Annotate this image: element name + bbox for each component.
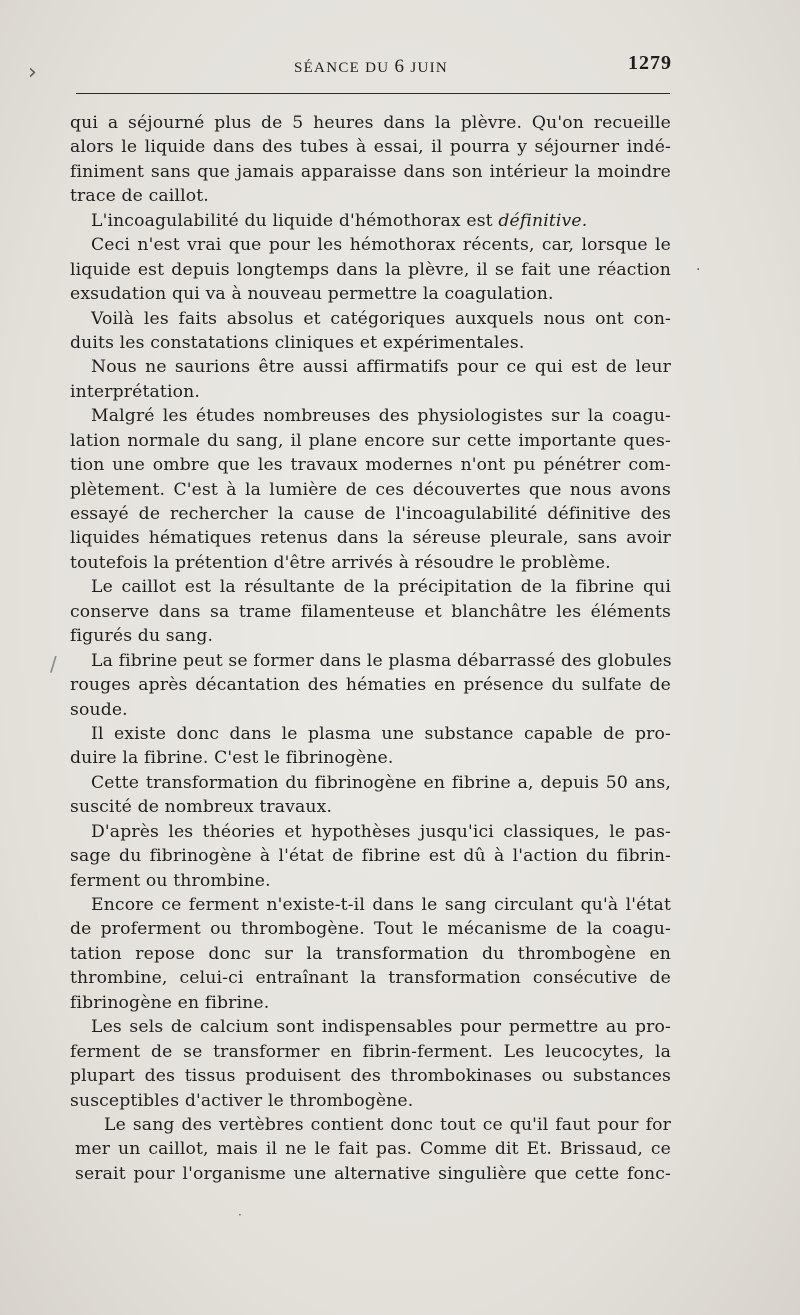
text-line-roman: L'incoagulabilité du liquide d'hémothorax est — [91, 210, 499, 231]
page-number: 1279 — [628, 52, 672, 74]
text-line: tation repose donc sur la transformation du thrombogène en — [70, 943, 671, 964]
text-line: Cette transformation du fibrinogène en fibrine a, depuis 50 ans, — [91, 772, 671, 793]
text-line: Le sang des vertèbres contient donc tout ce qu'il faut pour for — [104, 1114, 671, 1135]
margin-mark: › — [28, 60, 37, 85]
running-title — [70, 56, 672, 78]
margin-dot: · — [696, 262, 701, 278]
text-line: toutefois la prétention d'être arrivés à résoudre le problème. — [70, 552, 611, 573]
text-line: Encore ce ferment n'existe-t-il dans le sang circulant qu'à l'état — [91, 895, 671, 915]
text-line: essayé de rechercher la cause de l'incoagulabilité définitive des — [70, 504, 671, 524]
margin-pencil-mark: / — [50, 652, 57, 676]
text-line: qui a séjourné plus de 5 heures dans la plèvre. Qu'on recueille — [70, 113, 671, 133]
text-line-italic: définitive. — [498, 210, 588, 231]
text-line: sage du fibrinogène à l'état de fibrine est dû à l'action du fibrin- — [70, 846, 671, 867]
text-line: rouges après décantation des hématies en présence du sulfate de — [70, 675, 671, 696]
text-line: Nous ne saurions être aussi affirmatifs pour ce qui est de leur — [91, 357, 671, 378]
text-line: ferment de se transformer en fibrin-ferment. Les leucocytes, la — [70, 1041, 671, 1062]
text-line: duits les constatations cliniques et expérimentales. — [70, 332, 525, 353]
running-head — [70, 52, 672, 78]
text-line: D'après les théories et hypothèses jusqu'ici classiques, le pas- — [91, 821, 671, 842]
text-line: plupart des tissus produisent des thrombokinases ou substances — [70, 1066, 671, 1087]
text-line: tion une ombre que les travaux modernes n'ont pu pénétrer com- — [70, 455, 671, 476]
text-line: duire la fibrine. C'est le fibrinogène. — [70, 748, 394, 769]
text-line: thrombine, celui-ci entraînant la transformation consécutive de — [70, 968, 671, 989]
text-line: interprétation. — [70, 381, 200, 402]
text-line: Il existe donc dans le plasma une substance capable de pro- — [91, 723, 671, 744]
text-line: plètement. C'est à la lumière de ces découvertes que nous avons — [70, 479, 671, 500]
text-line: conserve dans sa trame filamenteuse et blanchâtre les éléments — [70, 601, 671, 622]
running-title-day: 6 — [394, 56, 406, 77]
text-line: ferment ou thrombine. — [70, 870, 271, 891]
text-line: alors le liquide dans des tubes à essai, il pourra y séjourner indé- — [70, 137, 671, 158]
text-line: Les sels de calcium sont indispensables pour permettre au pro- — [91, 1017, 671, 1038]
text-line: Le caillot est la résultante de la précipitation de la fibrine qui — [91, 577, 671, 598]
text-line: lation normale du sang, il plane encore sur cette importante ques- — [70, 430, 671, 451]
text-line: Malgré les études nombreuses des physiologistes sur la coagu- — [91, 406, 671, 427]
text-line: La fibrine peut se former dans le plasma débarrassé des globules — [91, 650, 672, 671]
text-line: finiment sans que jamais apparaisse dans son intérieur la moindre — [70, 161, 671, 182]
header-rule — [76, 93, 670, 94]
text-line: trace de caillot. — [70, 186, 209, 207]
text-line: Voilà les faits absolus et catégoriques auxquels nous ont con- — [91, 308, 671, 329]
text-line: Ceci n'est vrai que pour les hémothorax récents, car, lorsque le — [91, 235, 671, 256]
text-line: figurés du sang. — [70, 626, 214, 647]
text-line: fibrinogène en fibrine. — [70, 992, 270, 1013]
body-text — [70, 111, 671, 1186]
text-line: soude. — [70, 699, 128, 720]
text-line: exsudation qui va à nouveau permettre la coagulation. — [70, 284, 554, 305]
text-line: liquide est depuis longtemps dans la plèvre, il se fait une réaction — [70, 259, 671, 280]
running-title-suffix: JUIN — [410, 60, 449, 76]
text-line: mer un caillot, mais il ne le fait pas. Comme dit Et. Brissaud, ce — [75, 1139, 671, 1160]
text-line: liquides hématiques retenus dans la séreuse pleurale, sans avoir — [70, 528, 671, 549]
text-line: suscité de nombreux travaux. — [70, 797, 333, 818]
text-line: susceptibles d'activer le thrombogène. — [70, 1090, 414, 1111]
running-title-prefix: SÉANCE DU — [293, 60, 390, 76]
text-line: serait pour l'organisme une alternative singulière que cette fonc- — [75, 1163, 671, 1184]
text-line: de proferment ou thrombogène. Tout le mécanisme de la coagu- — [70, 919, 671, 940]
text-line — [70, 209, 671, 233]
margin-dot: · — [238, 1208, 242, 1222]
